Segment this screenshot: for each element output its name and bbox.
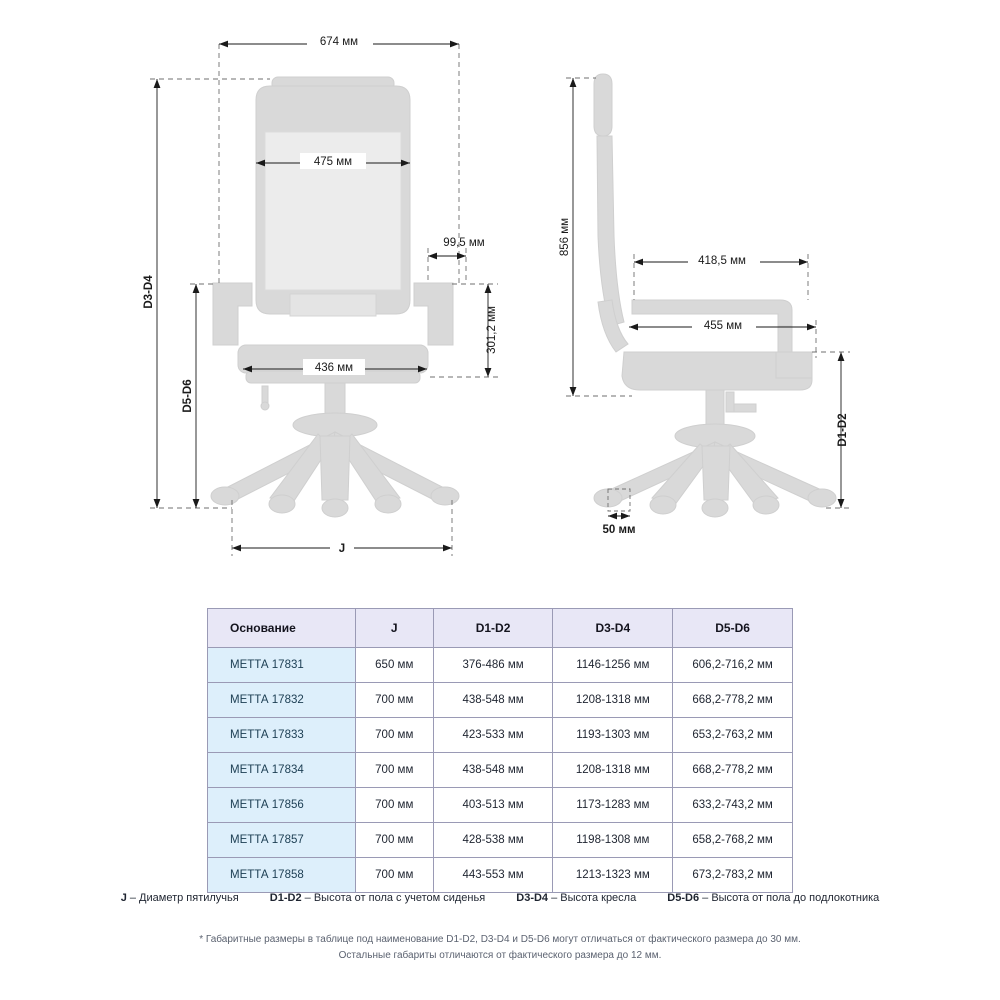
table-row	[208, 683, 793, 718]
legend-key-d1d2: D1-D2	[269, 892, 302, 904]
cell-d3d4: 1173-1283 мм	[553, 788, 673, 823]
dim-headrest-depth: 99,5 мм	[443, 237, 485, 249]
cell-d1d2: 438-548 мм	[433, 683, 553, 718]
legend-item-j	[121, 892, 239, 904]
cell-d1d2: 403-513 мм	[433, 788, 553, 823]
cell-base-name: МЕТТА 17833	[208, 718, 356, 753]
dim-base-diameter: J	[338, 543, 346, 555]
legend-key-j: J	[120, 892, 127, 904]
cell-d3d4: 1213-1323 мм	[553, 858, 673, 893]
cell-base-name: МЕТТА 17858	[208, 858, 356, 893]
legend-text-d5d6: – Высота от пола до подлокотника	[702, 892, 880, 904]
cell-d5d6: 668,2-778,2 мм	[673, 683, 793, 718]
cell-d3d4: 1208-1318 мм	[553, 753, 673, 788]
dim-armrest-height: 301,2 мм	[486, 306, 498, 354]
cell-d3d4: 1198-1308 мм	[553, 823, 673, 858]
cell-d1d2: 438-548 мм	[433, 753, 553, 788]
dim-back-height: 856 мм	[559, 217, 571, 257]
legend-text-d3d4: – Высота кресла	[551, 892, 637, 904]
cell-d3d4: 1146-1256 мм	[553, 648, 673, 683]
cell-d1d2: 376-486 мм	[433, 648, 553, 683]
cell-j: 700 мм	[355, 788, 433, 823]
dim-width-total: 674 мм	[319, 36, 359, 48]
footnote-line-1: * Габаритные размеры в таблице под наименование D1-D2, D3-D4 и D5-D6 могут отличаться от фактического размера до 30 мм.	[199, 934, 801, 945]
table-row	[208, 718, 793, 753]
column-header-j: J	[355, 609, 433, 648]
cell-base-name: МЕТТА 17856	[208, 788, 356, 823]
column-header-d5d6: D5-D6	[673, 609, 793, 648]
column-header-base: Основание	[208, 609, 356, 648]
table-row	[208, 753, 793, 788]
legend-text-j: – Диаметр пятилучья	[129, 892, 239, 904]
dim-seat-depth-upper: 418,5 мм	[698, 255, 746, 267]
footnote-line-2: Остальные габариты отличаются от фактического размера до 12 мм.	[338, 949, 662, 961]
legend-key-d5d6: D5-D6	[667, 892, 700, 904]
cell-d1d2: 443-553 мм	[433, 858, 553, 893]
cell-d1d2: 428-538 мм	[433, 823, 553, 858]
dim-seat-width: 436 мм	[314, 362, 354, 374]
legend-key-d3d4: D3-D4	[516, 892, 549, 904]
cell-d5d6: 673,2-783,2 мм	[673, 858, 793, 893]
dim-armrest-floor-height: D5-D6	[182, 379, 194, 413]
cell-d5d6: 606,2-716,2 мм	[673, 648, 793, 683]
cell-j: 700 мм	[355, 858, 433, 893]
legend-item-d5d6	[667, 892, 879, 904]
cell-d3d4: 1193-1303 мм	[553, 718, 673, 753]
cell-d5d6: 653,2-763,2 мм	[673, 718, 793, 753]
footnote	[0, 932, 1000, 963]
cell-j: 700 мм	[355, 683, 433, 718]
table-row	[208, 648, 793, 683]
column-header-d1d2: D1-D2	[433, 609, 553, 648]
table-row	[208, 823, 793, 858]
cell-d1d2: 423-533 мм	[433, 718, 553, 753]
cell-d5d6: 658,2-768,2 мм	[673, 823, 793, 858]
cell-d5d6: 668,2-778,2 мм	[673, 753, 793, 788]
table-row	[208, 858, 793, 893]
dim-chair-height: D3-D4	[143, 275, 155, 309]
cell-base-name: МЕТТА 17832	[208, 683, 356, 718]
dim-backrest-width: 475 мм	[313, 156, 353, 168]
cell-j: 700 мм	[355, 718, 433, 753]
cell-j: 700 мм	[355, 823, 433, 858]
legend-item-d1d2	[270, 892, 485, 904]
cell-base-name: МЕТТА 17857	[208, 823, 356, 858]
dim-caster-size: 50 мм	[602, 524, 636, 536]
cell-base-name: МЕТТА 17831	[208, 648, 356, 683]
front-view-chair	[211, 77, 459, 517]
table-row	[208, 788, 793, 823]
column-header-d3d4: D3-D4	[553, 609, 673, 648]
cell-j: 650 мм	[355, 648, 433, 683]
legend-text-d1d2: – Высота от пола с учетом сиденья	[304, 892, 486, 904]
cell-base-name: МЕТТА 17834	[208, 753, 356, 788]
dim-seat-floor-height: D1-D2	[837, 413, 849, 447]
dim-seat-depth: 455 мм	[703, 320, 743, 332]
cell-d3d4: 1208-1318 мм	[553, 683, 673, 718]
legend-item-d3d4	[516, 892, 636, 904]
cell-j: 700 мм	[355, 753, 433, 788]
cell-d5d6: 633,2-743,2 мм	[673, 788, 793, 823]
specifications-table	[207, 608, 793, 893]
side-view-chair	[594, 74, 836, 517]
legend	[0, 892, 1000, 904]
table-header-row	[208, 609, 793, 648]
